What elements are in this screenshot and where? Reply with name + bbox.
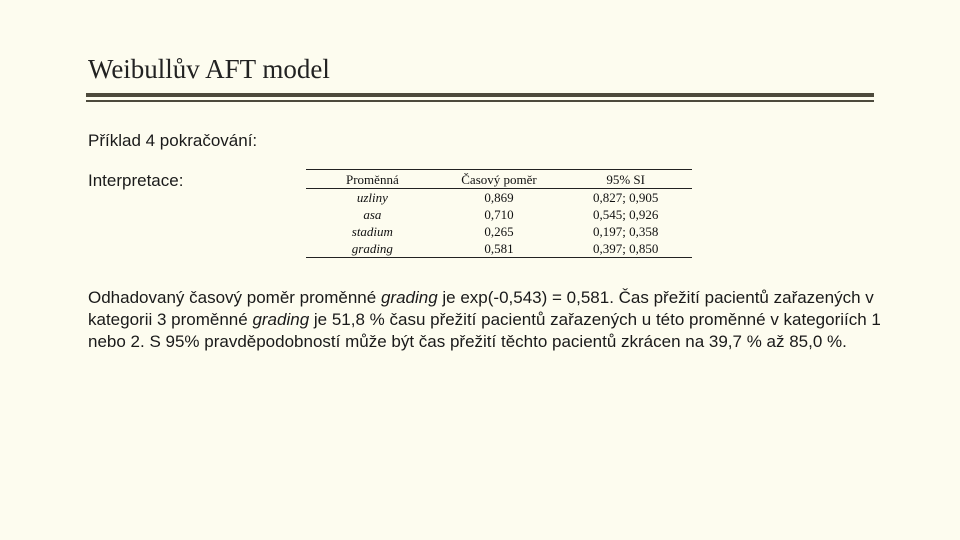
table-row xyxy=(306,223,692,240)
cell-time-ratio: 0,869 xyxy=(484,190,514,205)
paragraph-text-1: Odhadovaný časový poměr proměnné xyxy=(88,288,381,307)
paragraph-term-grading: grading xyxy=(380,288,438,307)
header-time-ratio: Časový poměr xyxy=(439,170,560,189)
title-rule-thick xyxy=(86,93,874,97)
table-row xyxy=(306,240,692,258)
table-row xyxy=(306,206,692,223)
title-rule-thin xyxy=(86,100,874,102)
cell-variable: asa xyxy=(363,207,382,222)
interpretation-subheading: Interpretace: xyxy=(88,171,184,190)
paragraph-text-2: je exp(-0,543) = 0,581. Čas přežití pacientů zařazených v kategorii 3 proměnné xyxy=(88,288,874,329)
cell-confidence-interval: 0,197; 0,358 xyxy=(592,224,659,239)
time-ratio-table xyxy=(306,169,692,258)
table-row xyxy=(306,189,692,207)
cell-confidence-interval: 0,545; 0,926 xyxy=(592,207,659,222)
header-variable: Proměnná xyxy=(306,170,439,189)
cell-variable: grading xyxy=(306,240,439,258)
cell-time-ratio: 0,265 xyxy=(484,224,514,239)
cell-time-ratio: 0,581 xyxy=(439,240,560,258)
cell-variable: stadium xyxy=(351,224,393,239)
slide-title: Weibullův AFT model xyxy=(88,54,330,84)
paragraph-term-grading: grading xyxy=(252,310,310,329)
cell-variable: uzliny xyxy=(356,190,388,205)
title-double-rule xyxy=(86,93,874,104)
cell-confidence-interval: 0,827; 0,905 xyxy=(592,190,659,205)
cell-time-ratio: 0,710 xyxy=(484,207,514,222)
interpretation-paragraph xyxy=(88,287,888,353)
example-subheading: Příklad 4 pokračování: xyxy=(88,131,258,150)
paragraph-text-3: je 51,8 % času přežití pacientů zařazených u této proměnné v kategoriích 1 nebo 2. S 95% pravděpodobností může být čas přežití těchto pacientů zkrácen na 39,7 % až 85,0 %. xyxy=(88,310,881,351)
cell-confidence-interval: 0,397; 0,850 xyxy=(559,240,692,258)
header-confidence-interval: 95% SI xyxy=(559,170,692,189)
table-header-row xyxy=(306,170,692,189)
